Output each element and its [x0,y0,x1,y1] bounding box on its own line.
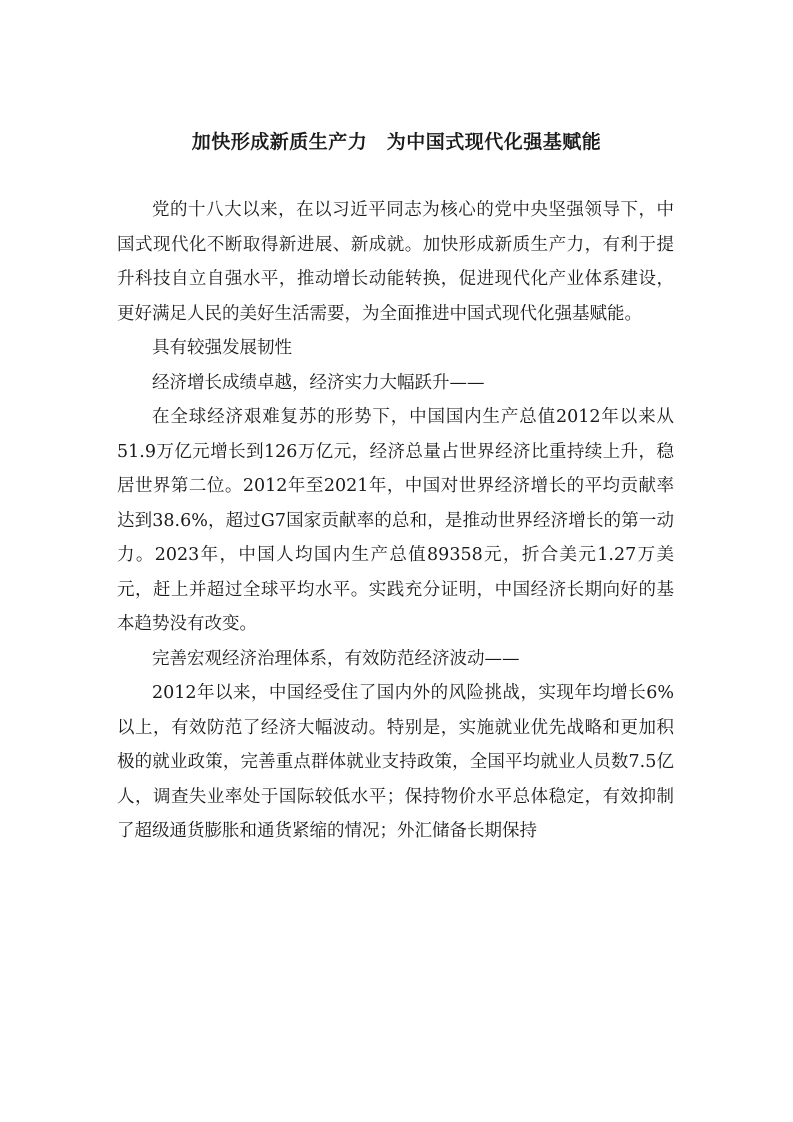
paragraph-macro: 2012年以来，中国经受住了国内外的风险挑战，实现年均增长6%以上，有效防范了经济大幅波动。特别是，实施就业优先战略和更加积极的就业政策，完善重点群体就业支持政策，全国平均就业人员数7.5亿人，调查失业率处于国际较低水平；保持物价水平总体稳定，有效抑制了超级通货膨胀和通货紧缩的情况；外汇储备长期保持 [117,683,674,841]
subsection-heading: 完善宏观经济治理体系，有效防范经济波动—— [152,648,520,669]
section-heading: 具有较强发展韧性 [152,338,292,358]
document-body [117,193,674,849]
paragraph-economy: 在全球经济艰难复苏的形势下，中国国内生产总值2012年以来从51.9万亿元增长到126万亿元，经济总量占世界经济比重持续上升，稳居世界第二位。2012年至2021年，中国对世界经济增长的平均贡献率达到38.6%，超过G7国家贡献率的总和，是推动世界经济增长的第一动力。2023年，中国人均国内生产总值89358元，折合美元1.27万美元，赶上并超过全球平均水平。实践充分证明，中国经济长期向好的基本趋势没有改变。 [117,407,674,634]
paragraph-intro: 党的十八大以来，在以习近平同志为核心的党中央坚强领导下，中国式现代化不断取得新进展、新成就。加快形成新质生产力，有利于提升科技自立自强水平，推动增长动能转换，促进现代化产业体系建设，更好满足人民的美好生活需要，为全面推进中国式现代化强基赋能。 [117,200,674,324]
subsection-heading: 经济增长成绩卓越，经济实力大幅跃升—— [152,372,485,393]
document-title: 加快形成新质生产力 为中国式现代化强基赋能 [191,131,602,153]
